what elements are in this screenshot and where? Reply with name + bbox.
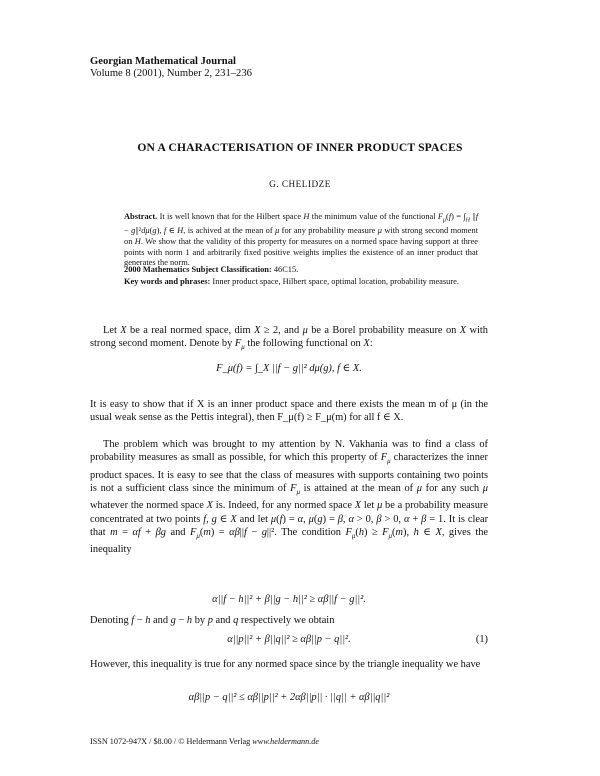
body-text: Let xyxy=(103,325,121,336)
body-text: for any such xyxy=(421,482,483,494)
body-text: It is easy to show that if X is an inner product space and there exists the mean m of μ (in the usual weak sense as the Pettis integral), then F_μ(f) ≥ F_μ(m) for all f ∈ X. xyxy=(90,399,488,424)
paper-author: G. CHELIDZE xyxy=(269,179,331,189)
msc-label: 2000 Mathematics Subject Classification: xyxy=(124,265,272,274)
abstract: Abstract. It is well known that for the Hilbert space H the minimum value of the functional $F_\mu(f) = \int_H$ ||f − g||²dμ(g), f ∈ H, is achived at the mean of μ for any probability measure μ with strong second moment on H. We show that the validity of this property for measures on a normed space having support at three points with norm 1 and arbitrarily fixed positive weights implies the existence of an inner product that generates the norm. xyxy=(124,212,479,268)
paragraph-5 xyxy=(90,658,488,671)
body-text: . The condition xyxy=(274,526,346,538)
abstract-text: with strong second moment on xyxy=(124,226,479,247)
equation-1-text: α||p||² + β||q||² ≥ αβ||p − q||². xyxy=(227,634,351,645)
keywords-label: Key words and phrases: xyxy=(124,277,211,286)
body-text: , and xyxy=(278,325,303,336)
body-text: The problem which was brought to my attention by N. Vakhania was to find a class of probability measures as small as possible, for which this property of xyxy=(90,439,488,464)
msc-line xyxy=(124,265,478,276)
abstract-text: for any probability measure xyxy=(279,226,378,236)
equation-functional xyxy=(90,362,488,374)
abstract-text: It is well known that for the Hilbert space xyxy=(159,212,304,221)
footer-url[interactable]: www.heldermann.de xyxy=(252,737,320,746)
body-text: and let xyxy=(236,513,271,525)
body-text: the following functional on xyxy=(244,338,364,350)
body-text: whatever the normed space xyxy=(90,500,207,512)
msc-value: 46C15. xyxy=(273,265,299,274)
equation-1 xyxy=(90,634,488,645)
body-text: is attained at the mean of xyxy=(299,482,417,494)
equation-number: (1) xyxy=(475,634,488,645)
equation-triangle-text: αβ||p − q||² ≤ αβ||p||² + 2αβ||p|| · ||q|| + αβ||q||² xyxy=(188,692,390,703)
keywords-line xyxy=(124,277,478,288)
paragraph-2 xyxy=(90,398,488,425)
body-text: be a Borel probability measure on xyxy=(307,325,460,336)
body-text: be a real normed space, dim xyxy=(126,325,255,336)
footer xyxy=(90,737,319,746)
body-text: . It is clear that xyxy=(90,513,489,538)
keywords-value: Inner product space, Hilbert space, optimal location, probability measure. xyxy=(212,277,459,286)
paragraph-4: Denoting f − h and g − h by p and q respectively we obtain xyxy=(90,615,335,626)
body-text: is. Indeed, for any normed space xyxy=(213,500,355,512)
body-text: respectively we obtain xyxy=(238,615,335,626)
equation-inequality xyxy=(90,594,488,605)
body-text: be a probability measure concentrated at two points xyxy=(90,500,488,525)
body-text: However, this inequality is true for any normed space since by the triangle inequality we have xyxy=(90,659,481,670)
body-text: let xyxy=(361,500,378,512)
body-text: Denoting xyxy=(90,615,132,626)
abstract-text: . We show that the validity of this property for measures on a normed space having support at three points with norm 1 and arbitrarily fixed positive weights implies the existence of an inner product that generates the norm. xyxy=(124,237,478,268)
abstract-text: the minimum value of the functional xyxy=(309,212,438,221)
paper-title: ON A CHARACTERISATION OF INNER PRODUCT SPACES xyxy=(137,141,463,154)
paragraph-3: The problem which was brought to my attention by N. Vakhania was to find a class of probability measures as small as possible, for which this property of $F_\mu$ characterizes the inner product spaces. It is easy to see that the class of measures with supports containing two points is not a sufficient class since the minimum of $F_\mu$ is attained at the mean of μ for any such μ whatever the normed space X is. Indeed, for any normed space X let μ be a probability measure concentrated at two points f, g ∈ X and let μ(f) = α, μ(g) = β, α > 0, β > 0, α + β = 1. It is clear that m = αf + βg and $F_\mu(m) = \alpha\beta||f - g||^2$. The condition $F_\mu(h) \ge F_\mu(m)$, h ∈ X, gives the inequality xyxy=(90,439,489,556)
equation-functional-text: F_μ(f) = ∫_X ||f − g||² dμ(g), f ∈ X. xyxy=(216,363,362,374)
body-text: characterizes the inner product spaces. It is easy to see that the class of measures with supports containing two points is not a sufficient class since the minimum of xyxy=(90,452,488,494)
equation-triangle xyxy=(90,692,488,703)
abstract-label: Abstract. xyxy=(124,212,158,221)
journal-volume: Volume 8 (2001), Number 2, 231–236 xyxy=(90,68,252,79)
equation-inequality-text: α||f − h||² + β||g − h||² ≥ αβ||f − g||². xyxy=(212,594,366,605)
abstract-text: is achived at the mean of xyxy=(185,226,276,236)
body-text: with strong second moment. Denote by xyxy=(90,325,488,350)
journal-name: Georgian Mathematical Journal xyxy=(90,56,236,67)
journal-header xyxy=(90,56,252,80)
footer-issn: ISSN 1072-947X / $8.00 / © Heldermann Verlag xyxy=(90,737,251,746)
paragraph-intro: Let X be a real normed space, dim X ≥ 2, and μ be a Borel probability measure on X with strong second moment. Denote by $F_\mu$ the following functional on X: xyxy=(90,325,488,352)
body-text: , gives the inequality xyxy=(90,526,489,556)
